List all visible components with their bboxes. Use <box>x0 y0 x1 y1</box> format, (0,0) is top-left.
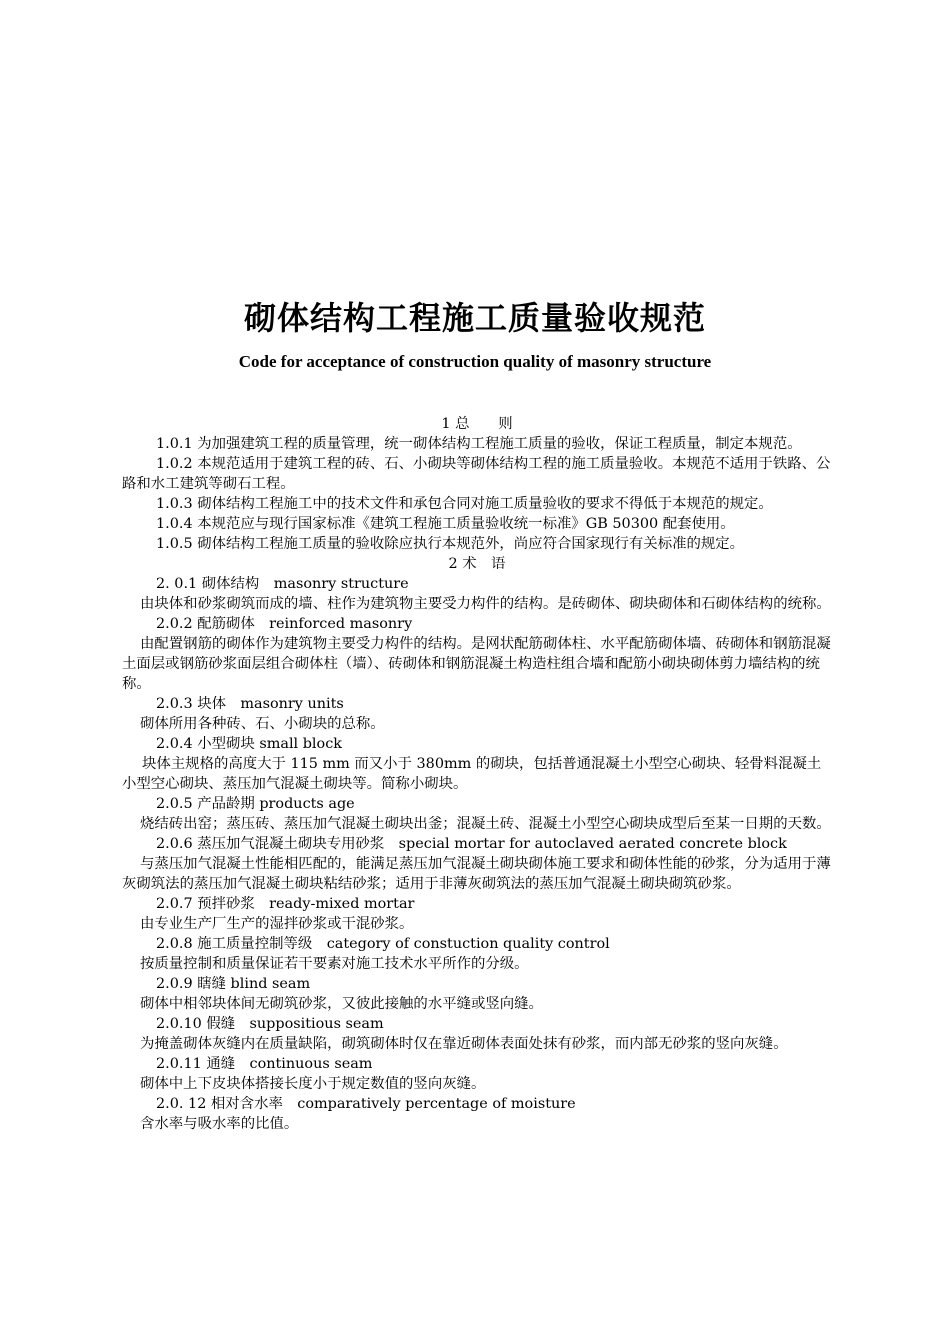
term-heading: 2.0.10 假缝 suppositious seam <box>156 1016 384 1032</box>
term-definition: 砌体中上下皮块体搭接长度小于规定数值的竖向灰缝。 <box>140 1076 486 1092</box>
term-heading: 2.0.2 配筋砌体 reinforced masonry <box>156 616 413 632</box>
clause-1-0-2: 1.0.2 本规范适用于建筑工程的砖、石、小砌块等砌体结构工程的施工质量验收。本规范不适用于铁路、公路和水工建筑等砌石工程。 <box>122 456 831 492</box>
document-subtitle: Code for acceptance of construction quality of masonry structure <box>238 352 712 371</box>
term-heading: 2.0.3 块体 masonry units <box>156 696 344 712</box>
term-definition: 含水率与吸水率的比值。 <box>140 1116 299 1132</box>
section-heading-general: 1 总 则 <box>441 416 513 432</box>
section-heading-terms: 2 术 语 <box>448 556 506 572</box>
clause-1-0-1: 1.0.1 为加强建筑工程的质量管理，统一砌体结构工程施工质量的验收，保证工程质量，制定本规范。 <box>156 436 802 452</box>
document-title: 砌体结构工程施工质量验收规范 <box>243 299 706 337</box>
clause-1-0-4: 1.0.4 本规范应与现行国家标准《建筑工程施工质量验收统一标准》GB 50300 配套使用。 <box>156 516 735 532</box>
term-definition: 为掩盖砌体灰缝内在质量缺陷，砌筑砌体时仅在靠近砌体表面处抹有砂浆，而内部无砂浆的竖向灰缝。 <box>140 1036 788 1052</box>
term-heading: 2.0.8 施工质量控制等级 category of constuction quality control <box>156 936 610 952</box>
term-heading: 2. 0.1 砌体结构 masonry structure <box>156 576 409 592</box>
term-definition: 烧结砖出窑；蒸压砖、蒸压加气混凝土砌块出釜；混凝土砖、混凝土小型空心砌块成型后至某一日期的天数。 <box>140 816 831 832</box>
clause-1-0-5: 1.0.5 砌体结构工程施工质量的验收除应执行本规范外，尚应符合国家现行有关标准的规定。 <box>156 536 745 552</box>
document-body <box>122 414 832 1134</box>
term-definition: 由块体和砂浆砌筑而成的墙、柱作为建筑物主要受力构件的结构。是砖砌体、砌块砌体和石砌体结构的统称。 <box>140 596 831 612</box>
term-heading: 2.0. 12 相对含水率 comparatively percentage of moisture <box>156 1096 576 1112</box>
term-definition: 块体主规格的高度大于 115 mm 而又小于 380mm 的砌块，包括普通混凝土小型空心砌块、轻骨料混凝土小型空心砌块、蒸压加气混凝土砌块等。简称小砌块。 <box>122 756 822 792</box>
term-heading: 2.0.6 蒸压加气混凝土砌块专用砂浆 special mortar for autoclaved aerated concrete block <box>156 836 787 852</box>
term-definition: 砌体中相邻块体间无砌筑砂浆，又彼此接触的水平缝或竖向缝。 <box>140 996 543 1012</box>
term-heading: 2.0.11 通缝 continuous seam <box>156 1056 373 1072</box>
term-heading: 2.0.7 预拌砂浆 ready-mixed mortar <box>156 896 415 912</box>
clause-1-0-3: 1.0.3 砌体结构工程施工中的技术文件和承包合同对施工质量验收的要求不得低于本规范的规定。 <box>156 496 773 512</box>
term-definition: 由专业生产厂生产的湿拌砂浆或干混砂浆。 <box>140 916 414 932</box>
term-heading: 2.0.4 小型砌块 small block <box>156 736 342 752</box>
term-heading: 2.0.9 瞎缝 blind seam <box>156 976 311 992</box>
term-definition: 由配置钢筋的砌体作为建筑物主要受力构件的结构。是网状配筋砌体柱、水平配筋砌体墙、砖砌体和钢筋混凝土面层或钢筋砂浆面层组合砌体柱（墙）、砖砌体和钢筋混凝土构造柱组合墙和配筋小砌块砌体剪力墙结构的统称。 <box>122 636 831 692</box>
term-definition: 按质量控制和质量保证若干要素对施工技术水平所作的分级。 <box>140 956 529 972</box>
term-heading: 2.0.5 产品龄期 products age <box>156 796 355 812</box>
term-definition: 砌体所用各种砖、石、小砌块的总称。 <box>140 716 385 732</box>
term-definition: 与蒸压加气混凝土性能相匹配的，能满足蒸压加气混凝土砌块砌体施工要求和砌体性能的砂浆，分为适用于薄灰砌筑法的蒸压加气混凝土砌块粘结砂浆；适用于非薄灰砌筑法的蒸压加气混凝土砌块砌筑砂浆。 <box>122 856 831 892</box>
